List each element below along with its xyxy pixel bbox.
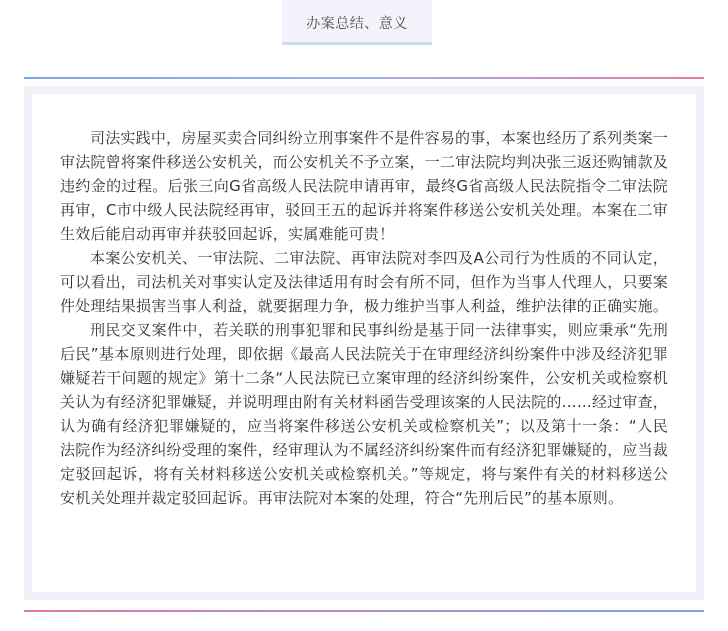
section-title: 办案总结、意义 bbox=[306, 16, 408, 32]
paragraph-case-history: 司法实践中，房屋买卖合同纠纷立刑事案件不是件容易的事，本案也经历了系列类案一审法院曾将案件移送公安机关，而公安机关不予立案，一二审法院均判决张三返还购铺款及违约金的过程。后张三向G省高级人民法院申请再审，最终G省高级人民法院指令二审法院再审，C市中级人民法院经再审，驳回王五的起诉并将案件移送公安机关处理。本案在二审生效后能启动再审并获驳回起诉，实属难能可贵！ bbox=[60, 129, 669, 243]
paragraph-agent-role: 本案公安机关、一审法院、二审法院、再审法院对李四及A公司行为性质的不同认定，可以看出，司法机关对事实认定及法律适用有时会有所不同，但作为当事人代理人，只要案件处理结果损害当事人利益，就要据理力争，极力维护当事人利益，维护法律的正确实施。 bbox=[60, 249, 669, 315]
content-panel bbox=[24, 86, 704, 600]
paragraph-legal-principle: 刑民交叉案件中，若关联的刑事犯罪和民事纠纷是基于同一法律事实，则应秉承“先刑后民”基本原则进行处理，即依据《最高人民法院关于在审理经济纠纷案件中涉及经济犯罪嫌疑若干问题的规定》第十二条“人民法院已立案审理的经济纠纷案件，公安机关或检察机关认为有经济犯罪嫌疑，并说明理由附有关材料函告受理该案的人民法院的……经过审查，认为确有经济犯罪嫌疑的，应当将案件移送公安机关或检察机关”；以及第十一条：“人民法院作为经济纠纷受理的案件，经审理认为不属经济纠纷案件而有经济犯罪嫌疑的，应当裁定驳回起诉，将有关材料移送公安机关或检察机关。”等规定，将与案件有关的材料移送公安机关处理并裁定驳回起诉。再审法院对本案的处理，符合“先刑后民”的基本原则。 bbox=[60, 321, 669, 507]
content-body bbox=[32, 94, 696, 592]
section-title-tab bbox=[282, 0, 432, 45]
bottom-divider bbox=[24, 610, 704, 612]
top-divider bbox=[24, 77, 704, 79]
